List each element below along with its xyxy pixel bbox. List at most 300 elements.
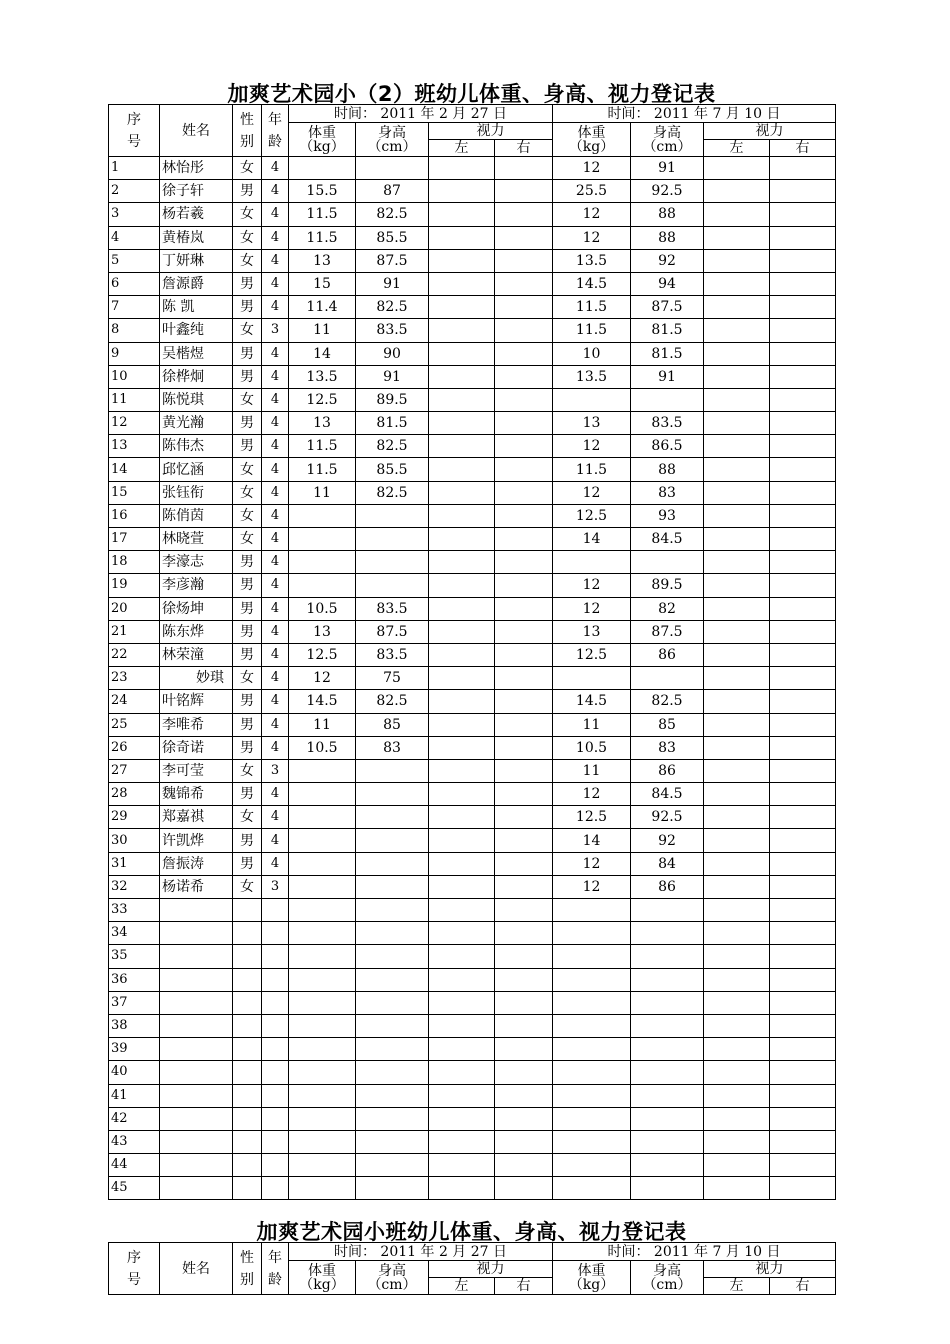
age-cell: 4 — [262, 620, 289, 643]
vision-right-2-cell — [770, 342, 836, 365]
vision-left-2-cell — [704, 528, 770, 551]
vision-left-2-cell — [704, 458, 770, 481]
vision-right-1-cell — [495, 667, 553, 690]
gender-cell: 女 — [233, 875, 262, 898]
gender-cell: 男 — [233, 296, 262, 319]
vision-right-1-cell — [495, 435, 553, 458]
age-cell: 4 — [262, 365, 289, 388]
height-1-cell: 83.5 — [356, 319, 429, 342]
age-cell: 3 — [262, 875, 289, 898]
vision-left-2-cell — [704, 319, 770, 342]
weight-1-cell: 11 — [289, 713, 356, 736]
vision-left-1-cell — [429, 203, 495, 226]
table-row — [109, 1107, 836, 1130]
weight-2-cell: 12 — [553, 783, 631, 806]
vision-left-1-cell — [429, 736, 495, 759]
height-1-cell — [356, 875, 429, 898]
vision-left-2-cell — [704, 1107, 770, 1130]
height-2-cell — [631, 551, 704, 574]
vision-left-2-cell — [704, 412, 770, 435]
weight-1-cell — [289, 551, 356, 574]
vision-left-1-cell — [429, 597, 495, 620]
vision-right-2-cell — [770, 1177, 836, 1200]
seq-cell: 16 — [109, 504, 160, 527]
gender-cell — [233, 1177, 262, 1200]
name-cell: 陈俏茵 — [160, 504, 233, 527]
seq-cell: 29 — [109, 806, 160, 829]
vision-left-1-cell — [429, 806, 495, 829]
vision-left-2-cell — [704, 829, 770, 852]
table-row — [109, 365, 836, 388]
name-cell: 许凯烨 — [160, 829, 233, 852]
name-cell: 黄椿岚 — [160, 226, 233, 249]
vision-header-1: 视力 — [429, 123, 553, 140]
height-2-cell: 82 — [631, 597, 704, 620]
weight-2-cell: 14 — [553, 829, 631, 852]
weight-1-cell — [289, 852, 356, 875]
height-2-cell: 88 — [631, 203, 704, 226]
height-1-cell: 82.5 — [356, 203, 429, 226]
weight-1-cell: 11.5 — [289, 226, 356, 249]
table-row — [109, 643, 836, 666]
seq-cell: 4 — [109, 226, 160, 249]
vision-left-1-cell — [429, 388, 495, 411]
seq-cell: 41 — [109, 1084, 160, 1107]
name-cell: 李彦瀚 — [160, 574, 233, 597]
name-cell: 黄光瀚 — [160, 412, 233, 435]
vision-right-2-cell — [770, 458, 836, 481]
vision-right-1-cell — [495, 1014, 553, 1037]
vision-left-1-cell — [429, 991, 495, 1014]
weight-2-cell: 12 — [553, 157, 631, 180]
vision-left-2-cell — [704, 852, 770, 875]
vision-right-2-cell — [770, 1107, 836, 1130]
height-2-cell: 88 — [631, 458, 704, 481]
vision-left-1-cell — [429, 1014, 495, 1037]
registration-table-2 — [108, 1242, 836, 1295]
vision-left-1-cell — [429, 759, 495, 782]
weight-1-cell: 14 — [289, 342, 356, 365]
vision-right-2-cell — [770, 365, 836, 388]
vision-left-1-cell — [429, 713, 495, 736]
vision-right-1-cell — [495, 690, 553, 713]
table-row — [109, 597, 836, 620]
weight-2-cell — [553, 388, 631, 411]
gender-cell: 男 — [233, 342, 262, 365]
vision-left-1-cell — [429, 783, 495, 806]
name-cell: 詹源爵 — [160, 272, 233, 295]
gender-cell — [233, 968, 262, 991]
vision-left-1-cell — [429, 528, 495, 551]
vision-right-1-cell — [495, 968, 553, 991]
table-row — [109, 690, 836, 713]
height-1-cell — [356, 852, 429, 875]
gender-header: 性 别 — [233, 105, 262, 157]
height-2-cell — [631, 1154, 704, 1177]
table1-title: 加爽艺术园小（2）班幼儿体重、身高、视力登记表 — [227, 82, 716, 106]
vision-left-1-cell — [429, 1154, 495, 1177]
height-2-cell: 86.5 — [631, 435, 704, 458]
table-row — [109, 899, 836, 922]
weight-2-cell: 12 — [553, 226, 631, 249]
seq-cell: 44 — [109, 1154, 160, 1177]
gender-cell — [233, 922, 262, 945]
seq-cell: 13 — [109, 435, 160, 458]
table1-body — [109, 157, 836, 1200]
header-row-1 — [109, 1243, 836, 1261]
height-1-cell — [356, 759, 429, 782]
weight-2-cell: 12 — [553, 435, 631, 458]
gender-cell: 女 — [233, 203, 262, 226]
seq-cell: 14 — [109, 458, 160, 481]
age-cell: 4 — [262, 574, 289, 597]
vision-header-2: 视力 — [704, 123, 836, 140]
name-cell: 林怡彤 — [160, 157, 233, 180]
gender-cell: 男 — [233, 643, 262, 666]
vision-right-2-cell — [770, 412, 836, 435]
height-2-cell — [631, 1084, 704, 1107]
age-cell: 4 — [262, 690, 289, 713]
height-1-cell — [356, 899, 429, 922]
name-cell: 陈东烨 — [160, 620, 233, 643]
name-cell: 陈伟杰 — [160, 435, 233, 458]
table-row — [109, 551, 836, 574]
weight-2-cell — [553, 1014, 631, 1037]
weight-1-cell: 11 — [289, 481, 356, 504]
height-1-cell: 83 — [356, 736, 429, 759]
height-1-cell: 82.5 — [356, 481, 429, 504]
vision-left-1-cell — [429, 667, 495, 690]
weight-1-cell — [289, 783, 356, 806]
name-cell — [160, 968, 233, 991]
weight-1-cell — [289, 899, 356, 922]
vision-right-2-cell — [770, 806, 836, 829]
header-row-1 — [109, 105, 836, 123]
vision-left-2-cell — [704, 991, 770, 1014]
vision-left-header-2: 左 — [704, 1278, 770, 1295]
vision-left-2-cell — [704, 574, 770, 597]
age-cell: 4 — [262, 551, 289, 574]
seq-cell: 45 — [109, 1177, 160, 1200]
name-cell — [160, 1084, 233, 1107]
weight-1-cell: 13 — [289, 620, 356, 643]
table-row — [109, 574, 836, 597]
name-cell: 张钰衔 — [160, 481, 233, 504]
vision-left-2-cell — [704, 157, 770, 180]
seq-cell: 3 — [109, 203, 160, 226]
vision-left-1-cell — [429, 412, 495, 435]
gender-cell: 男 — [233, 783, 262, 806]
date-header-2: 时间： 2011 年 7 月 10 日 — [553, 1243, 836, 1261]
weight-1-cell — [289, 991, 356, 1014]
weight-1-cell: 11.5 — [289, 458, 356, 481]
weight-2-cell — [553, 922, 631, 945]
seq-cell: 22 — [109, 643, 160, 666]
name-header: 姓名 — [160, 1243, 233, 1295]
vision-right-1-cell — [495, 319, 553, 342]
weight-1-cell: 12 — [289, 667, 356, 690]
vision-right-2-cell — [770, 504, 836, 527]
table-row — [109, 249, 836, 272]
gender-cell: 女 — [233, 806, 262, 829]
height-1-cell: 81.5 — [356, 412, 429, 435]
height-2-cell: 92 — [631, 249, 704, 272]
table-row — [109, 922, 836, 945]
name-cell: 陈 凯 — [160, 296, 233, 319]
vision-right-1-cell — [495, 1038, 553, 1061]
table-row — [109, 203, 836, 226]
height-2-cell: 83 — [631, 481, 704, 504]
vision-left-2-cell — [704, 1061, 770, 1084]
age-cell: 4 — [262, 435, 289, 458]
vision-left-1-cell — [429, 1038, 495, 1061]
height-1-cell: 91 — [356, 272, 429, 295]
vision-right-2-cell — [770, 620, 836, 643]
name-cell: 陈悦琪 — [160, 388, 233, 411]
seq-cell: 39 — [109, 1038, 160, 1061]
gender-cell: 男 — [233, 829, 262, 852]
table-row — [109, 783, 836, 806]
weight-2-cell — [553, 899, 631, 922]
age-cell: 4 — [262, 736, 289, 759]
vision-right-2-cell — [770, 319, 836, 342]
weight-header-2: 体重 （kg） — [553, 123, 631, 157]
vision-left-2-cell — [704, 342, 770, 365]
vision-left-2-cell — [704, 435, 770, 458]
vision-left-2-cell — [704, 806, 770, 829]
height-1-cell — [356, 157, 429, 180]
name-cell: 杨诺希 — [160, 875, 233, 898]
table-row — [109, 1177, 836, 1200]
vision-right-1-cell — [495, 945, 553, 968]
vision-left-1-cell — [429, 1107, 495, 1130]
table-row — [109, 1084, 836, 1107]
vision-left-2-cell — [704, 922, 770, 945]
vision-left-2-cell — [704, 296, 770, 319]
table-row — [109, 852, 836, 875]
height-2-cell: 84.5 — [631, 783, 704, 806]
height-1-cell — [356, 1038, 429, 1061]
vision-left-2-cell — [704, 551, 770, 574]
height-header-2: 身高 （cm） — [631, 1261, 704, 1295]
table-row — [109, 736, 836, 759]
weight-1-cell — [289, 574, 356, 597]
vision-left-1-cell — [429, 226, 495, 249]
table-row — [109, 412, 836, 435]
height-1-cell — [356, 1014, 429, 1037]
table-row — [109, 968, 836, 991]
gender-cell: 女 — [233, 319, 262, 342]
vision-right-1-cell — [495, 643, 553, 666]
seq-cell: 24 — [109, 690, 160, 713]
vision-left-1-cell — [429, 852, 495, 875]
vision-left-2-cell — [704, 875, 770, 898]
weight-1-cell: 12.5 — [289, 388, 356, 411]
seq-header: 序 号 — [109, 105, 160, 157]
gender-cell — [233, 991, 262, 1014]
vision-left-1-cell — [429, 945, 495, 968]
vision-left-1-cell — [429, 690, 495, 713]
weight-2-cell: 12 — [553, 852, 631, 875]
vision-right-2-cell — [770, 783, 836, 806]
vision-left-header-2: 左 — [704, 140, 770, 157]
height-2-cell: 81.5 — [631, 319, 704, 342]
weight-2-cell: 10 — [553, 342, 631, 365]
seq-cell: 38 — [109, 1014, 160, 1037]
weight-header-1: 体重 （kg） — [289, 1261, 356, 1295]
age-cell: 4 — [262, 157, 289, 180]
vision-left-1-cell — [429, 365, 495, 388]
vision-left-2-cell — [704, 365, 770, 388]
table-row — [109, 875, 836, 898]
seq-cell: 10 — [109, 365, 160, 388]
vision-right-1-cell — [495, 203, 553, 226]
table-row — [109, 620, 836, 643]
gender-cell: 男 — [233, 272, 262, 295]
name-header: 姓名 — [160, 105, 233, 157]
height-2-cell: 83.5 — [631, 412, 704, 435]
gender-cell: 女 — [233, 759, 262, 782]
vision-right-2-cell — [770, 922, 836, 945]
vision-right-1-cell — [495, 1084, 553, 1107]
seq-cell: 11 — [109, 388, 160, 411]
vision-right-2-cell — [770, 1130, 836, 1153]
weight-1-cell: 10.5 — [289, 736, 356, 759]
weight-2-cell: 12.5 — [553, 643, 631, 666]
vision-right-1-cell — [495, 1061, 553, 1084]
gender-cell: 女 — [233, 388, 262, 411]
weight-2-cell: 12 — [553, 574, 631, 597]
weight-2-cell — [553, 1130, 631, 1153]
weight-2-cell: 11.5 — [553, 296, 631, 319]
vision-right-2-cell — [770, 1014, 836, 1037]
gender-cell — [233, 1014, 262, 1037]
seq-cell: 37 — [109, 991, 160, 1014]
weight-1-cell: 14.5 — [289, 690, 356, 713]
vision-right-2-cell — [770, 272, 836, 295]
age-cell — [262, 922, 289, 945]
name-cell: 徐桦炯 — [160, 365, 233, 388]
height-header-1: 身高 （cm） — [356, 1261, 429, 1295]
weight-2-cell: 13.5 — [553, 249, 631, 272]
height-2-cell: 92.5 — [631, 806, 704, 829]
height-1-cell: 82.5 — [356, 690, 429, 713]
gender-header: 性 别 — [233, 1243, 262, 1295]
age-cell — [262, 1107, 289, 1130]
weight-2-cell: 11.5 — [553, 458, 631, 481]
weight-2-cell: 12.5 — [553, 806, 631, 829]
weight-1-cell — [289, 1107, 356, 1130]
weight-1-cell: 13.5 — [289, 365, 356, 388]
height-2-cell: 87.5 — [631, 296, 704, 319]
height-2-cell: 84 — [631, 852, 704, 875]
vision-left-1-cell — [429, 620, 495, 643]
vision-right-2-cell — [770, 1154, 836, 1177]
gender-cell: 男 — [233, 620, 262, 643]
table-row — [109, 1038, 836, 1061]
vision-right-2-cell — [770, 157, 836, 180]
gender-cell: 男 — [233, 365, 262, 388]
vision-right-header-1: 右 — [495, 140, 553, 157]
weight-1-cell — [289, 1061, 356, 1084]
vision-right-1-cell — [495, 249, 553, 272]
table-row — [109, 945, 836, 968]
vision-header-1: 视力 — [429, 1261, 553, 1278]
weight-2-cell: 10.5 — [553, 736, 631, 759]
vision-right-1-cell — [495, 272, 553, 295]
age-cell: 4 — [262, 412, 289, 435]
name-cell — [160, 1014, 233, 1037]
seq-cell: 5 — [109, 249, 160, 272]
vision-left-2-cell — [704, 597, 770, 620]
gender-cell: 女 — [233, 458, 262, 481]
vision-left-2-cell — [704, 643, 770, 666]
gender-cell: 男 — [233, 852, 262, 875]
height-2-cell — [631, 922, 704, 945]
name-cell: 徐子轩 — [160, 180, 233, 203]
weight-1-cell: 11.5 — [289, 435, 356, 458]
weight-2-cell — [553, 1061, 631, 1084]
weight-2-cell — [553, 991, 631, 1014]
height-1-cell — [356, 574, 429, 597]
vision-right-2-cell — [770, 1038, 836, 1061]
vision-right-2-cell — [770, 829, 836, 852]
weight-1-cell — [289, 528, 356, 551]
vision-right-1-cell — [495, 528, 553, 551]
weight-1-cell — [289, 806, 356, 829]
weight-1-cell — [289, 759, 356, 782]
seq-cell: 15 — [109, 481, 160, 504]
vision-left-1-cell — [429, 574, 495, 597]
height-1-cell — [356, 991, 429, 1014]
seq-cell: 36 — [109, 968, 160, 991]
height-1-cell: 85.5 — [356, 226, 429, 249]
vision-right-1-cell — [495, 1177, 553, 1200]
weight-2-cell: 14.5 — [553, 690, 631, 713]
seq-cell: 19 — [109, 574, 160, 597]
vision-right-2-cell — [770, 759, 836, 782]
vision-left-1-cell — [429, 551, 495, 574]
height-1-cell — [356, 1130, 429, 1153]
gender-cell — [233, 1130, 262, 1153]
age-cell: 4 — [262, 458, 289, 481]
height-1-cell: 75 — [356, 667, 429, 690]
gender-cell — [233, 1038, 262, 1061]
seq-cell: 9 — [109, 342, 160, 365]
weight-1-cell: 11 — [289, 319, 356, 342]
vision-right-2-cell — [770, 180, 836, 203]
height-2-cell: 83 — [631, 736, 704, 759]
vision-left-2-cell — [704, 249, 770, 272]
vision-left-1-cell — [429, 435, 495, 458]
height-2-cell — [631, 1038, 704, 1061]
age-cell: 4 — [262, 852, 289, 875]
weight-2-cell: 14.5 — [553, 272, 631, 295]
age-cell: 4 — [262, 272, 289, 295]
weight-2-cell — [553, 1154, 631, 1177]
vision-right-2-cell — [770, 528, 836, 551]
weight-1-cell — [289, 157, 356, 180]
weight-2-cell — [553, 551, 631, 574]
weight-2-cell: 13.5 — [553, 365, 631, 388]
height-2-cell: 85 — [631, 713, 704, 736]
gender-cell: 男 — [233, 597, 262, 620]
vision-left-1-cell — [429, 342, 495, 365]
height-2-cell — [631, 1014, 704, 1037]
seq-cell: 28 — [109, 783, 160, 806]
weight-2-cell: 13 — [553, 620, 631, 643]
vision-left-1-cell — [429, 922, 495, 945]
